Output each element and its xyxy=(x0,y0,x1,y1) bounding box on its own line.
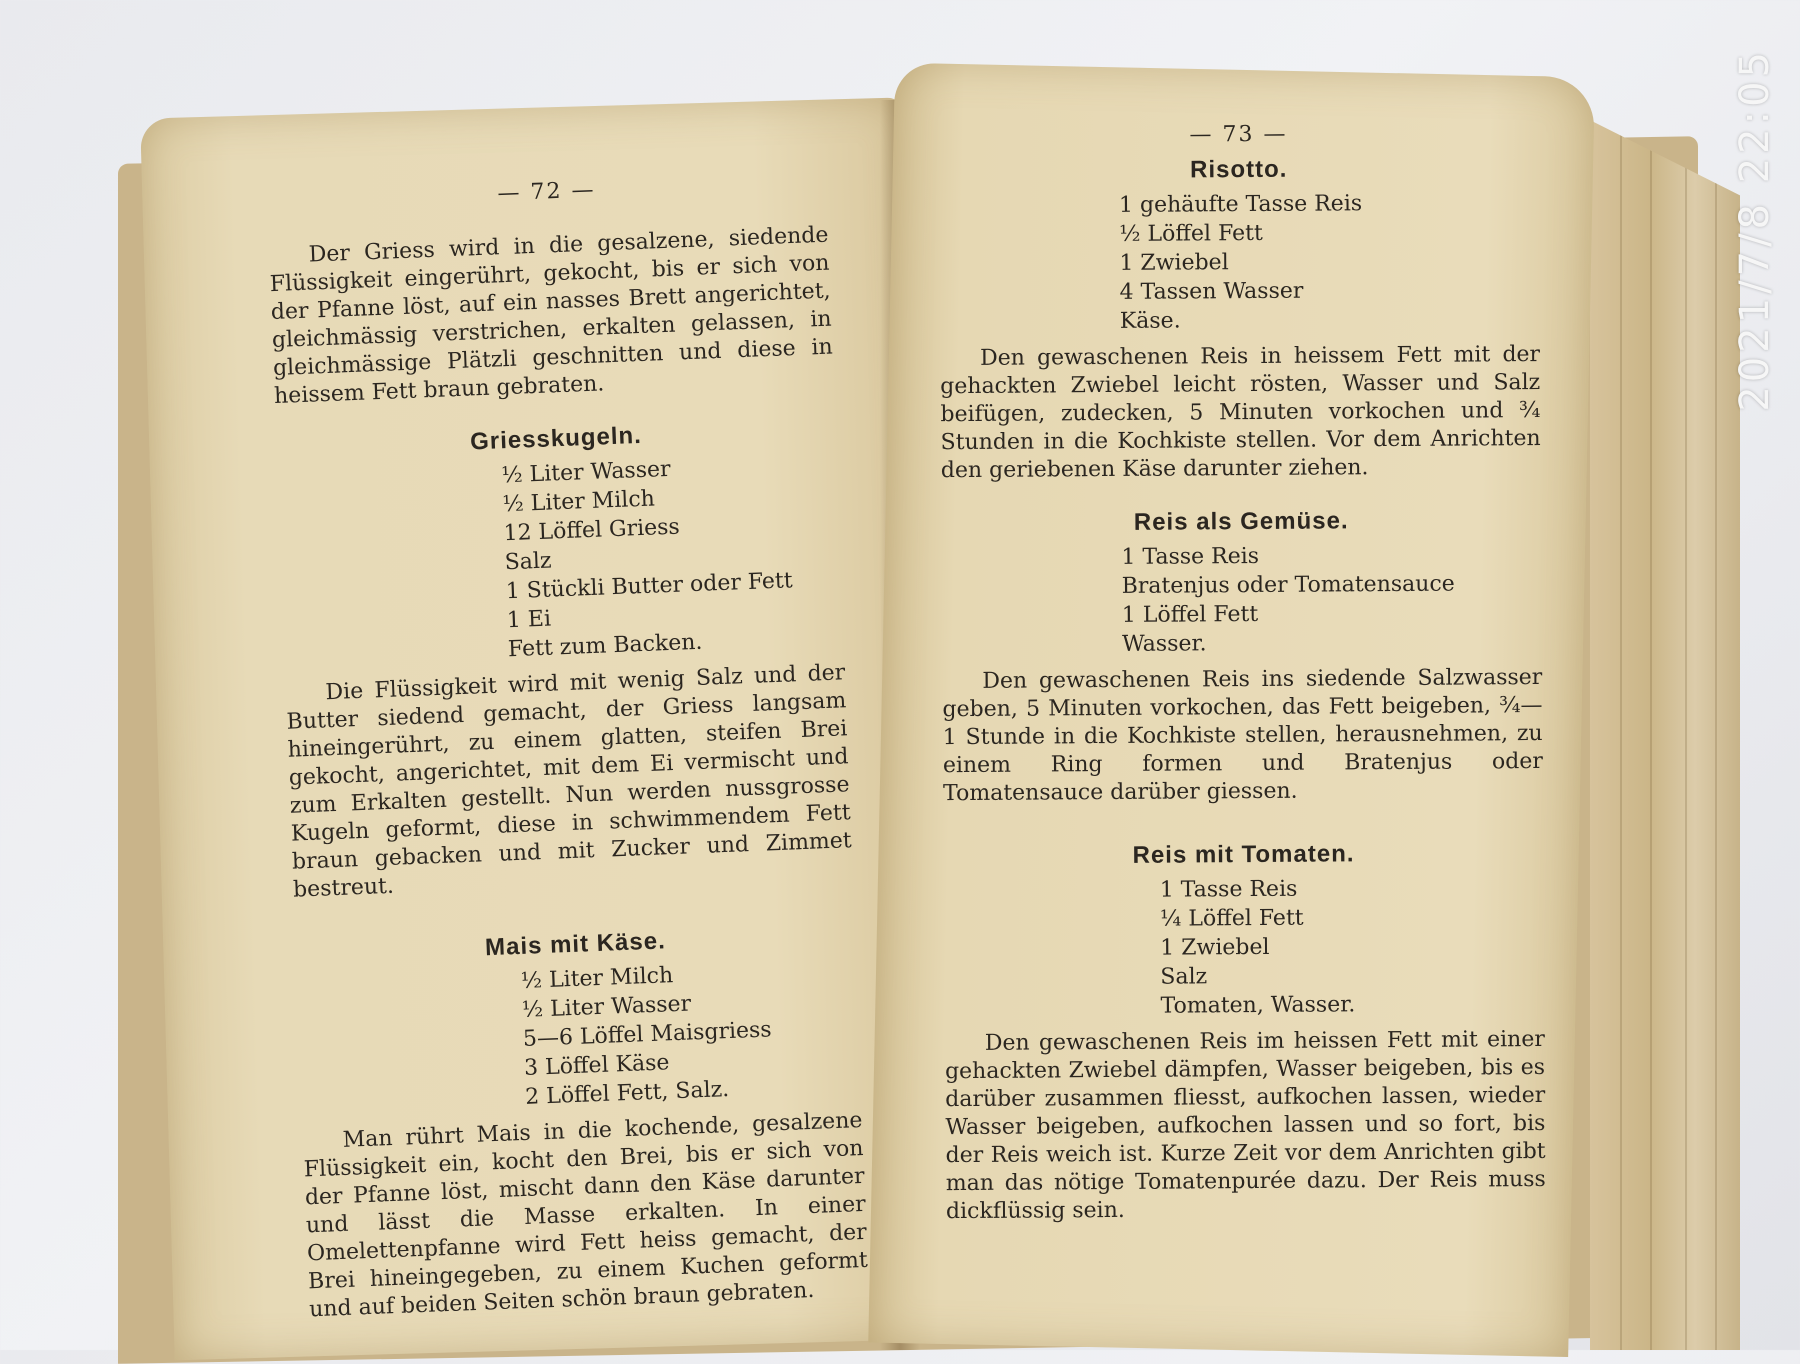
page-edges xyxy=(1590,95,1740,1350)
ingredient-list xyxy=(941,540,1542,660)
recipe-title: Reis mit Tomaten. xyxy=(1132,840,1355,869)
ingredient: Fett zum Backen. xyxy=(507,629,703,663)
right-page-content xyxy=(938,118,1546,1236)
recipe-method: Den gewaschenen Reis ins siedende Salzwasser geben, 5 Minuten vorkochen, das Fett beigeben, ¾—1 Stunde in die Kochkiste stellen, herausnehmen, zu einem Ring formen und Bratenjus oder Tomatensauce darüber giessen. xyxy=(942,664,1543,807)
intro-paragraph: Der Griess wird in die gesalzene, siedende Flüssigkeit eingerührt, gekocht, bis er sich von der Pfanne löst, auf ein nasses Brett angerichtet, gleichmässig verstrichen, erkalten gelassen, in gleichmässige Plätzli geschnitten und diese in heissem Fett braun gebraten. xyxy=(269,222,834,409)
ingredient: Bratenjus oder Tomatensauce xyxy=(1121,571,1455,599)
ingredient: 1 Löffel Fett xyxy=(1121,601,1259,628)
ingredient: ½ Liter Milch xyxy=(520,963,674,994)
page-number: — 72 — xyxy=(497,177,596,207)
recipe-title: Reis als Gemüse. xyxy=(1133,507,1349,536)
ingredient: 1 Stückli Butter oder Fett xyxy=(505,568,794,605)
right-page xyxy=(868,63,1595,1357)
ingredient: 1 gehäufte Tasse Reis xyxy=(1118,191,1363,218)
recipe-method: Den gewaschenen Reis im heissen Fett mit einer gehackten Zwiebel dämpfen, Wasser beigeben, bis es darüber zusammen fliesst, aufkochen lassen, wieder Wasser beigeben, aufkochen lassen und so fort, bis der Reis weich ist. Kurze Zeit vor dem Anrichten gibt man das nötige Tomatenpurée dazu. Der Reis muss dickflüssig sein. xyxy=(944,1026,1546,1225)
date-timestamp: 2021/7/8 22:05 xyxy=(1732,48,1778,412)
ingredient: ½ Löffel Fett xyxy=(1119,220,1263,247)
recipe-title: Griesskugeln. xyxy=(469,421,643,456)
left-page-content xyxy=(266,167,870,1335)
ingredient: ¼ Löffel Fett xyxy=(1159,905,1304,932)
ingredient: 1 Zwiebel xyxy=(1119,250,1229,276)
left-page xyxy=(140,97,939,1360)
recipe-title: Risotto. xyxy=(1189,155,1288,184)
ingredient: ½ Liter Wasser xyxy=(521,991,692,1023)
ingredient: Salz xyxy=(1160,964,1208,990)
recipe-method: Den gewaschenen Reis in heissem Fett mit der gehackten Zwiebel leicht rösten, Wasser und Salz beifügen, zudecken, 5 Minuten vorkochen und ¾ Stunden in die Kochkiste stellen. Vor dem Anrichten den geriebenen Käse darunter ziehen. xyxy=(940,341,1541,484)
ingredient: ½ Liter Milch xyxy=(501,486,656,518)
ingredient-list xyxy=(277,448,844,672)
ingredient-list xyxy=(296,954,861,1120)
ingredient: 1 Ei xyxy=(506,606,552,634)
ingredient: Tomaten, Wasser. xyxy=(1160,992,1356,1019)
ingredient: 4 Tassen Wasser xyxy=(1119,278,1304,305)
ingredient-list xyxy=(939,188,1540,337)
ingredient: 3 Löffel Käse xyxy=(523,1050,670,1081)
ingredient: 1 Tasse Reis xyxy=(1159,876,1298,903)
recipe-method: Man rührt Mais in die kochende, gesalzene Flüssigkeit ein, kocht den Brei, bis er sich von der Pfanne löst, mischt dann den Käse darunter und lässt die Masse erkalten. In einer Omelettenpfanne wird Fett heiss gemacht, der Brei hineingegeben, zu einem Kuchen geformt und auf beiden Seiten schön braun gebraten. xyxy=(303,1107,869,1323)
recipe-title: Mais mit Käse. xyxy=(484,927,667,962)
page-number: — 73 — xyxy=(1189,121,1288,148)
ingredient: 5—6 Löffel Maisgriess xyxy=(522,1017,773,1052)
ingredient: Wasser. xyxy=(1121,631,1207,657)
ingredient-list xyxy=(944,873,1545,1022)
ingredient: 1 Tasse Reis xyxy=(1121,543,1260,570)
ingredient: 2 Löffel Fett, Salz. xyxy=(524,1077,730,1110)
ingredient: 1 Zwiebel xyxy=(1160,934,1270,961)
ingredient: Salz xyxy=(504,548,552,576)
ingredient: 12 Löffel Griess xyxy=(503,514,681,547)
ingredient: Käse. xyxy=(1119,308,1181,334)
ingredient: ½ Liter Wasser xyxy=(500,456,671,489)
recipe-method: Die Flüssigkeit wird mit wenig Salz und der Butter siedend gemacht, der Griess langsam hineingerührt, zu einem glatten, steifen Brei gekocht, angerichtet, mit dem Ei vermischt und zum Erkalten gestellt. Nun werden nussgrosse Kugeln geformt, diese in schwimmendem Fett braun gebacken und mit Zucker und Zimmet bestreut. xyxy=(286,660,853,903)
